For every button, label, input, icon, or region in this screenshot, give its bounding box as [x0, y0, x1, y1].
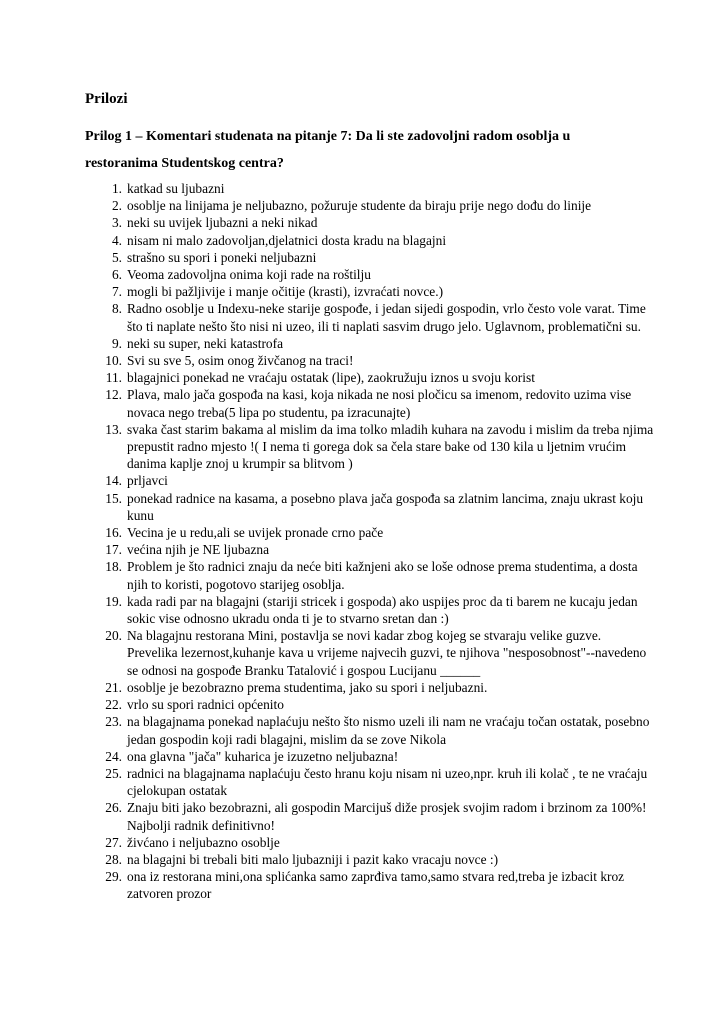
list-item-text: živćano i neljubazno osoblje — [127, 834, 280, 850]
list-item — [85, 232, 655, 249]
list-item-number: 7. — [111, 284, 122, 300]
list-item-text: neki su super, neki katastrofa — [127, 335, 284, 351]
list-item — [85, 868, 655, 902]
list-item — [85, 524, 655, 541]
list-item-number: 16. — [105, 525, 122, 541]
list-item — [85, 386, 655, 420]
list-item — [85, 472, 655, 489]
list-item — [85, 180, 655, 197]
list-item-number: 8. — [111, 301, 122, 317]
list-item-text: nisam ni malo zadovoljan,djelatnici dosta kradu na blagajni — [127, 232, 447, 248]
list-item-number: 6. — [111, 267, 122, 283]
list-item-number: 25. — [105, 765, 122, 781]
list-item-text: Problem je što radnici znaju da neće biti kažnjeni ako se loše odnose prema studentima, a dosta njih to koristi, pogotovo starijeg osoblja. — [127, 559, 638, 592]
list-item-text: katkad su ljubazni — [127, 181, 225, 196]
list-item — [85, 214, 655, 231]
list-item-text: Veoma zadovoljna onima koji rade na roštilju — [127, 267, 371, 283]
list-item — [85, 249, 655, 266]
list-item-text: većina njih je NE ljubazna — [127, 542, 270, 558]
list-item-text: ona iz restorana mini,ona splićanka samo zaprđiva tamo,samo stvara red,treba je izbacit kroz zatvoren prozor — [127, 869, 625, 902]
list-item — [85, 696, 655, 713]
list-item-text: Svi su sve 5, osim onog živčanog na traci! — [127, 353, 354, 369]
list-item — [85, 834, 655, 851]
list-item — [85, 765, 655, 799]
list-item-number: 9. — [111, 335, 122, 351]
list-item-number: 24. — [105, 748, 122, 764]
list-item — [85, 713, 655, 747]
list-item-number: 27. — [105, 834, 122, 850]
list-item-text: Vecina je u redu,ali se uvijek pronade crno pače — [127, 525, 384, 541]
list-item — [85, 283, 655, 300]
list-item-text: radnici na blagajnama naplaćuju često hranu koju nisam ni uzeo,npr. kruh ili kolač , te ne vraćaju cjelokupan ostatak — [127, 765, 648, 799]
list-item — [85, 679, 655, 696]
comment-list — [85, 180, 655, 903]
list-item-number: 20. — [105, 628, 122, 644]
list-item-number: 14. — [105, 473, 122, 489]
list-item — [85, 369, 655, 386]
list-item-text: kada radi par na blagajni (stariji stricek i gospoda) ako uspijes proc da ti barem ne kucaju jedan sokic vise odnosno ukradu onda ti je to stvarno sretan dan :) — [127, 593, 638, 627]
list-item — [85, 335, 655, 352]
list-item-number: 17. — [105, 542, 122, 558]
list-item — [85, 593, 655, 627]
list-item — [85, 748, 655, 765]
list-item-number: 21. — [105, 679, 122, 695]
list-item-number: 10. — [105, 353, 122, 369]
list-item-text: ona glavna "jača" kuharica je izuzetno neljubazna! — [127, 748, 399, 764]
list-item-text: Na blagajnu restorana Mini, postavlja se novi kadar zbog kojeg se stvaraju velike guzve. Prevelika lezernost,kuhanje kava u vrijeme najvecih guzvi, te njihova "nesposobnost"--navedeno se odnosi na gospođe Branku Tatalović i gospou Lucijanu ______ — [127, 628, 647, 678]
list-item-number: 18. — [105, 559, 122, 575]
list-item — [85, 799, 655, 833]
list-item-number: 28. — [105, 851, 122, 867]
list-item-number: 11. — [105, 370, 122, 386]
list-item-number: 13. — [105, 421, 122, 437]
list-item — [85, 851, 655, 868]
list-item-text: vrlo su spori radnici općenito — [127, 697, 284, 713]
list-item-text: strašno su spori i poneki neljubazni — [127, 249, 317, 265]
page-heading: Prilozi — [85, 91, 128, 107]
list-item-text: blagajnici ponekad ne vraćaju ostatak (lipe), zaokružuju iznos u svoju korist — [127, 370, 535, 386]
list-item-text: prljavci — [127, 473, 168, 489]
list-item-number: 26. — [105, 800, 122, 816]
list-item-number: 29. — [105, 869, 122, 885]
list-item — [85, 541, 655, 558]
list-item-text: osoblje je bezobrazno prema studentima, jako su spori i neljubazni. — [127, 679, 488, 695]
list-item — [85, 300, 655, 334]
list-item-number: 3. — [111, 215, 122, 231]
list-item-text: mogli bi pažljivije i manje očitije (krasti), izvraćati novce.) — [127, 284, 444, 300]
list-item-number: 1. — [111, 181, 122, 196]
list-item — [85, 197, 655, 214]
list-item-number: 15. — [105, 490, 122, 506]
list-item-text: osoblje na linijama je neljubazno, požuruje studente da biraju prije nego dođu do linije — [127, 198, 592, 214]
list-item — [85, 490, 655, 524]
list-item-number: 5. — [111, 249, 122, 265]
list-item-text: ponekad radnice na kasama, a posebno plava jača gospođa sa zlatnim lancima, znaju ukrast koju kunu — [127, 490, 644, 523]
list-item-text: Plava, malo jača gospođa na kasi, koja nikada ne nosi pločicu sa imenom, redovito uzima vise novaca nego treba(5 lipa po studentu, pa izracunajte) — [127, 387, 632, 420]
list-item — [85, 421, 655, 473]
list-item — [85, 352, 655, 369]
list-item-text: na blagajni bi trebali biti malo ljubazniji i pazit kako vracaju novce :) — [127, 851, 499, 867]
list-item-text: Radno osoblje u Indexu-neke starije gospođe, i jedan sijedi gospodin, vrlo često vole varat. Time što ti naplate nešto što nisi ni uzeo, ili ti naplati sasvim drugo jelo. Uglavnom, problematični su. — [127, 301, 646, 334]
list-item — [85, 266, 655, 283]
list-item-text: na blagajnama ponekad naplaćuju nešto što nismo uzeli ili nam ne vraćaju točan ostatak, posebno jedan gospodin koji radi blagajni, mislim da se zove Nikola — [127, 714, 650, 747]
list-item — [85, 627, 655, 679]
list-item-number: 4. — [111, 232, 122, 248]
list-item-number: 23. — [105, 714, 122, 730]
list-item-text: svaka čast starim bakama al mislim da ima tolko mladih kuhara na zavodu i mislim da treba njima prepustit radno mjesto !( I nema ti gorega dok sa čela stare bake od 130 kila u ljetnim vrućim danima kaplje znoj u krumpir sa blitvom ) — [127, 421, 654, 472]
list-item-text: Znaju biti jako bezobrazni, ali gospodin Marcijuš diže prosjek svojim radom i brzinom za 100%! Najbolji radnik definitivno! — [127, 800, 647, 833]
list-item-text: neki su uvijek ljubazni a neki nikad — [127, 215, 318, 231]
list-item-number: 19. — [105, 593, 122, 609]
list-item — [85, 558, 655, 592]
list-item-number: 12. — [105, 387, 122, 403]
section-subheading: Prilog 1 – Komentari studenata na pitanje 7: Da li ste zadovoljni radom osoblja u restoranima Studentskog centra? — [85, 129, 571, 171]
list-item-number: 22. — [105, 697, 122, 713]
list-item-number: 2. — [111, 198, 122, 214]
